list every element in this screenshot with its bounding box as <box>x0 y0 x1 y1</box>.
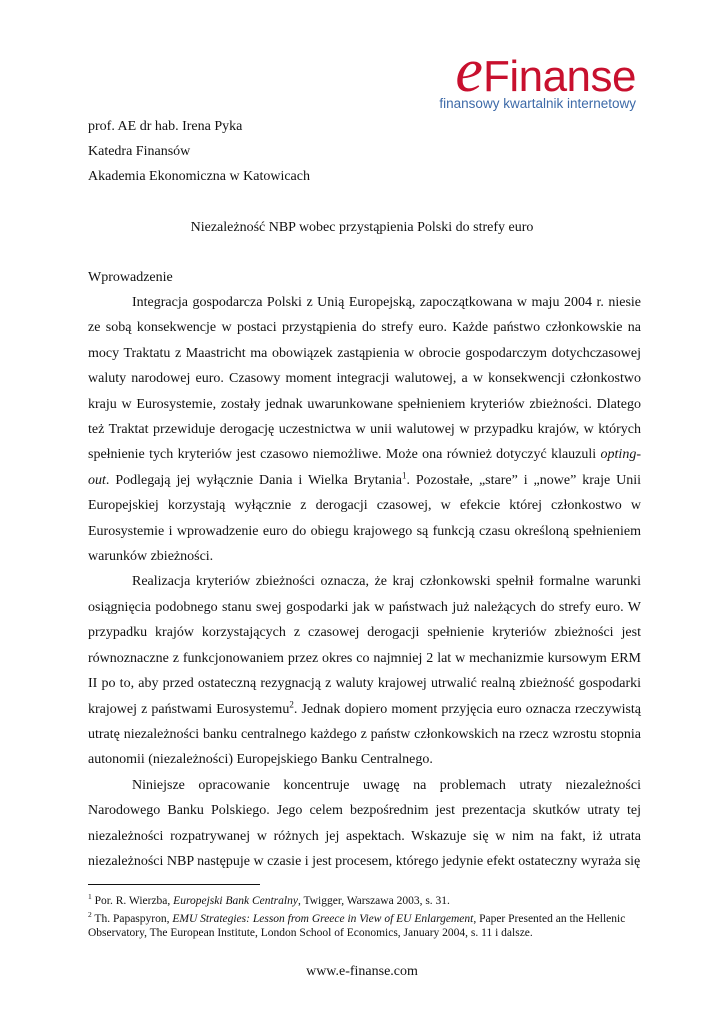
footnote-ref-2: 2 <box>289 698 294 709</box>
efinanse-logo <box>426 37 636 120</box>
paragraph-3 <box>88 773 641 875</box>
p1-text-b: . Podlegają jej wyłącznie Dania i Wielka Brytania <box>105 472 402 488</box>
footnote-ref-1: 1 <box>401 470 407 481</box>
footnotes <box>88 890 641 940</box>
author-department: Katedra Finansów <box>88 144 191 159</box>
p2-text-b: . Jednak dopiero moment przyjęcia euro oznacza rzeczywistą utratę niezależności banku centralnego każdego z państw członkowskich na rzecz wzrostu stopnia autonomii (niezależności) Europejskiego Banku Centralnego. <box>88 701 642 768</box>
logo-tagline: finansowy kwartalnik internetowy <box>439 96 636 111</box>
section-heading: Wprowadzenie <box>88 270 173 285</box>
logo-finanse: Finanse <box>482 52 636 101</box>
footnote-1 <box>88 890 641 908</box>
p1-text-a: Integracja gospodarcza Polski z Unią Europejską, zapoczątkowana w maju 2004 r. niesie ze sobą konsekwencje w postaci przystąpienia do strefy euro. Każde państwo członkowskie na mocy Traktatu z Maastricht ma obowiązek zastąpienia w obrocie gospodarczym dotychczasowej waluty narodowej euro. Czasowy moment integracji walutowej, a w konsekwencji członkostwo kraju w Eurosystemie, zostały jednak uwarunkowane spełnieniem kryteriów zbieżności. Dlatego też Traktat przewiduje derogację uczestnictwa w unii walutowej w przypadku krajów, w których spełnienie tych kryteriów jest czasowo niemożliwe. Może ona również dotyczyć klauzuli <box>88 295 641 463</box>
footer-url: www.e-finanse.com <box>306 964 418 979</box>
body-text <box>88 290 641 874</box>
paper-title: Niezależność NBP wobec przystąpienia Polski do strefy euro <box>190 220 534 235</box>
author-institution: Akademia Ekonomiczna w Katowicach <box>88 169 310 184</box>
author-name: prof. AE dr hab. Irena Pyka <box>88 119 243 134</box>
p3-text-a: Niniejsze opracowanie koncentruje uwagę na problemach utraty niezależności Narodowego Banku Polskiego. Jego celem bezpośrednim jest prezentacja skutków utraty tej niezależności rozpatrywanej w różnych jej aspektach. Wskazuje się w nim na fakt, iż utrata niezależności NBP następuje w czasie i jest procesem, którego jedynie efekt ostateczny wyraża się <box>88 777 641 869</box>
footnote-2-title: EMU Strategies: Lesson from Greece in View of EU Enlargement <box>172 912 474 925</box>
footnote-1-title: Europejski Bank Centralny <box>173 894 298 907</box>
p1-text-c: . Pozostałe, „stare” i „nowe” kraje Unii Europejskiej korzystają wyłącznie z derogacji czasowej, w efekcie której członkostwo w Eurosystemie i wprowadzenie euro do obiegu krajowego są funkcją czasu określoną spełnieniem warunków zbieżności. <box>88 472 641 565</box>
footnote-2-text-b: , Paper Presented an the Hellenic Observatory, The European Institute, London School of Economics, January 2004, s. 11 i dalsze. <box>88 912 626 939</box>
footnote-2 <box>88 908 641 940</box>
logo-e: e <box>455 37 483 105</box>
paragraph-1 <box>88 290 641 569</box>
footnote-1-text-a: Por. R. Wierzba, <box>91 894 174 907</box>
footnote-1-text-b: , Twigger, Warszawa 2003, s. 31. <box>297 894 450 907</box>
footnote-2-number: 2 <box>88 909 92 919</box>
paragraph-2 <box>88 569 641 772</box>
footnote-1-number: 1 <box>88 892 92 901</box>
p1-italic-term: opting-out <box>88 447 641 488</box>
p2-text-a: Realizacja kryteriów zbieżności oznacza, że kraj członkowski spełnił formalne warunki osiągnięcia podobnego stanu swej gospodarki jak w państwach już należących do strefy euro. W przypadku krajów korzystających z czasowej derogacji spełnienie kryteriów zbieżności jest równoznaczne z funkcjonowaniem przez okres co najmniej 2 lat w mechanizmie kursowym ERM II po to, aby przed ostateczną rezygnacją z waluty krajowej utrwalić realną zbieżność gospodarki krajowej z państwami Eurosystemu <box>88 574 641 717</box>
footnote-2-text-a: Th. Papaspyron, <box>91 912 173 925</box>
footnote-separator <box>88 884 260 885</box>
